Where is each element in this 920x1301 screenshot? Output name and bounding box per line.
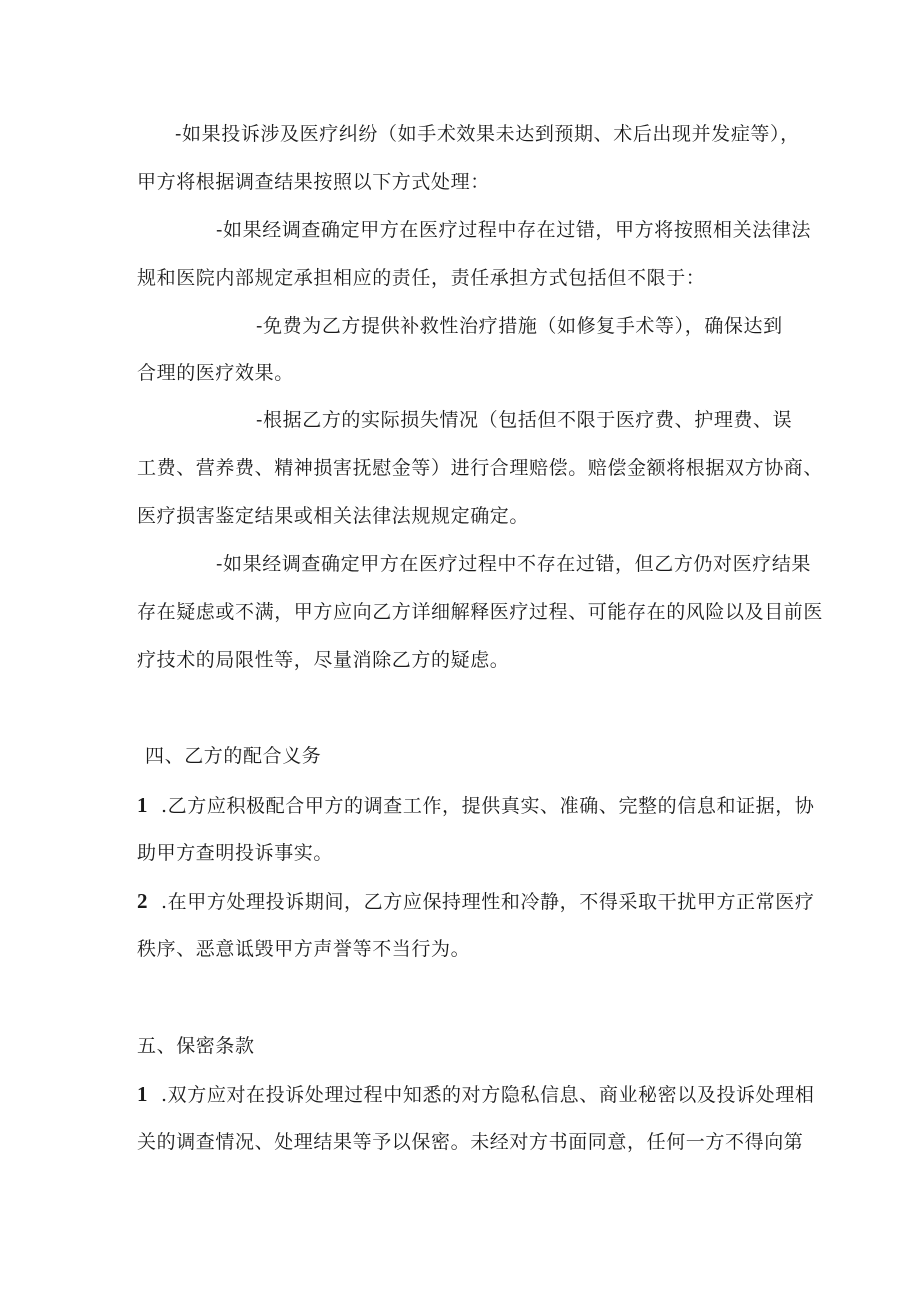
item-text: .在甲方处理投诉期间，乙方应保持理性和冷静，不得采取干扰甲方正常医疗 — [161, 891, 815, 913]
list-item-line: 助甲方查明投诉事实。 — [137, 842, 334, 864]
paragraph-line: 合理的医疗效果。 — [137, 362, 294, 384]
paragraph-line: -如果投诉涉及医疗纠纷（如手术效果未达到预期、术后出现并发症等）， — [175, 123, 800, 145]
item-number: 1 — [137, 1082, 149, 1106]
paragraph-line: 疗技术的局限性等，尽量消除乙方的疑虑。 — [137, 649, 510, 671]
list-item-line — [137, 1082, 814, 1107]
item-number: 1 — [137, 793, 149, 817]
list-item-line — [137, 793, 814, 818]
paragraph-line: -如果经调查确定甲方在医疗过程中不存在过错，但乙方仍对医疗结果 — [216, 553, 812, 575]
paragraph-line: 工费、营养费、精神损害抚慰金等）进行合理赔偿。赔偿金额将根据双方协商、 — [137, 457, 824, 479]
paragraph-line: 存在疑虑或不满，甲方应向乙方详细解释医疗过程、可能存在的风险以及目前医 — [137, 601, 824, 623]
list-item-line — [137, 889, 814, 914]
paragraph-line: -免费为乙方提供补救性治疗措施（如修复手术等），确保达到 — [256, 315, 783, 337]
paragraph-line: -根据乙方的实际损失情况（包括但不限于医疗费、护理费、误 — [256, 409, 793, 431]
paragraph-line: 甲方将根据调查结果按照以下方式处理： — [137, 171, 490, 193]
paragraph-line: 规和医院内部规定承担相应的责任，责任承担方式包括但不限于： — [137, 267, 706, 289]
section-heading: 五、保密条款 — [137, 1035, 255, 1057]
item-text: .乙方应积极配合甲方的调查工作，提供真实、准确、完整的信息和证据，协 — [161, 795, 815, 817]
item-text: .双方应对在投诉处理过程中知悉的对方隐私信息、商业秘密以及投诉处理相 — [161, 1084, 815, 1106]
paragraph-line: 医疗损害鉴定结果或相关法律法规规定确定。 — [137, 505, 530, 527]
section-heading: 四、乙方的配合义务 — [145, 745, 322, 767]
item-number: 2 — [137, 889, 149, 913]
list-item-line: 关的调查情况、处理结果等予以保密。未经对方书面同意，任何一方不得向第 — [137, 1131, 804, 1153]
list-item-line: 秩序、恶意诋毁甲方声誉等不当行为。 — [137, 938, 471, 960]
paragraph-line: -如果经调查确定甲方在医疗过程中存在过错，甲方将按照相关法律法 — [216, 219, 812, 241]
